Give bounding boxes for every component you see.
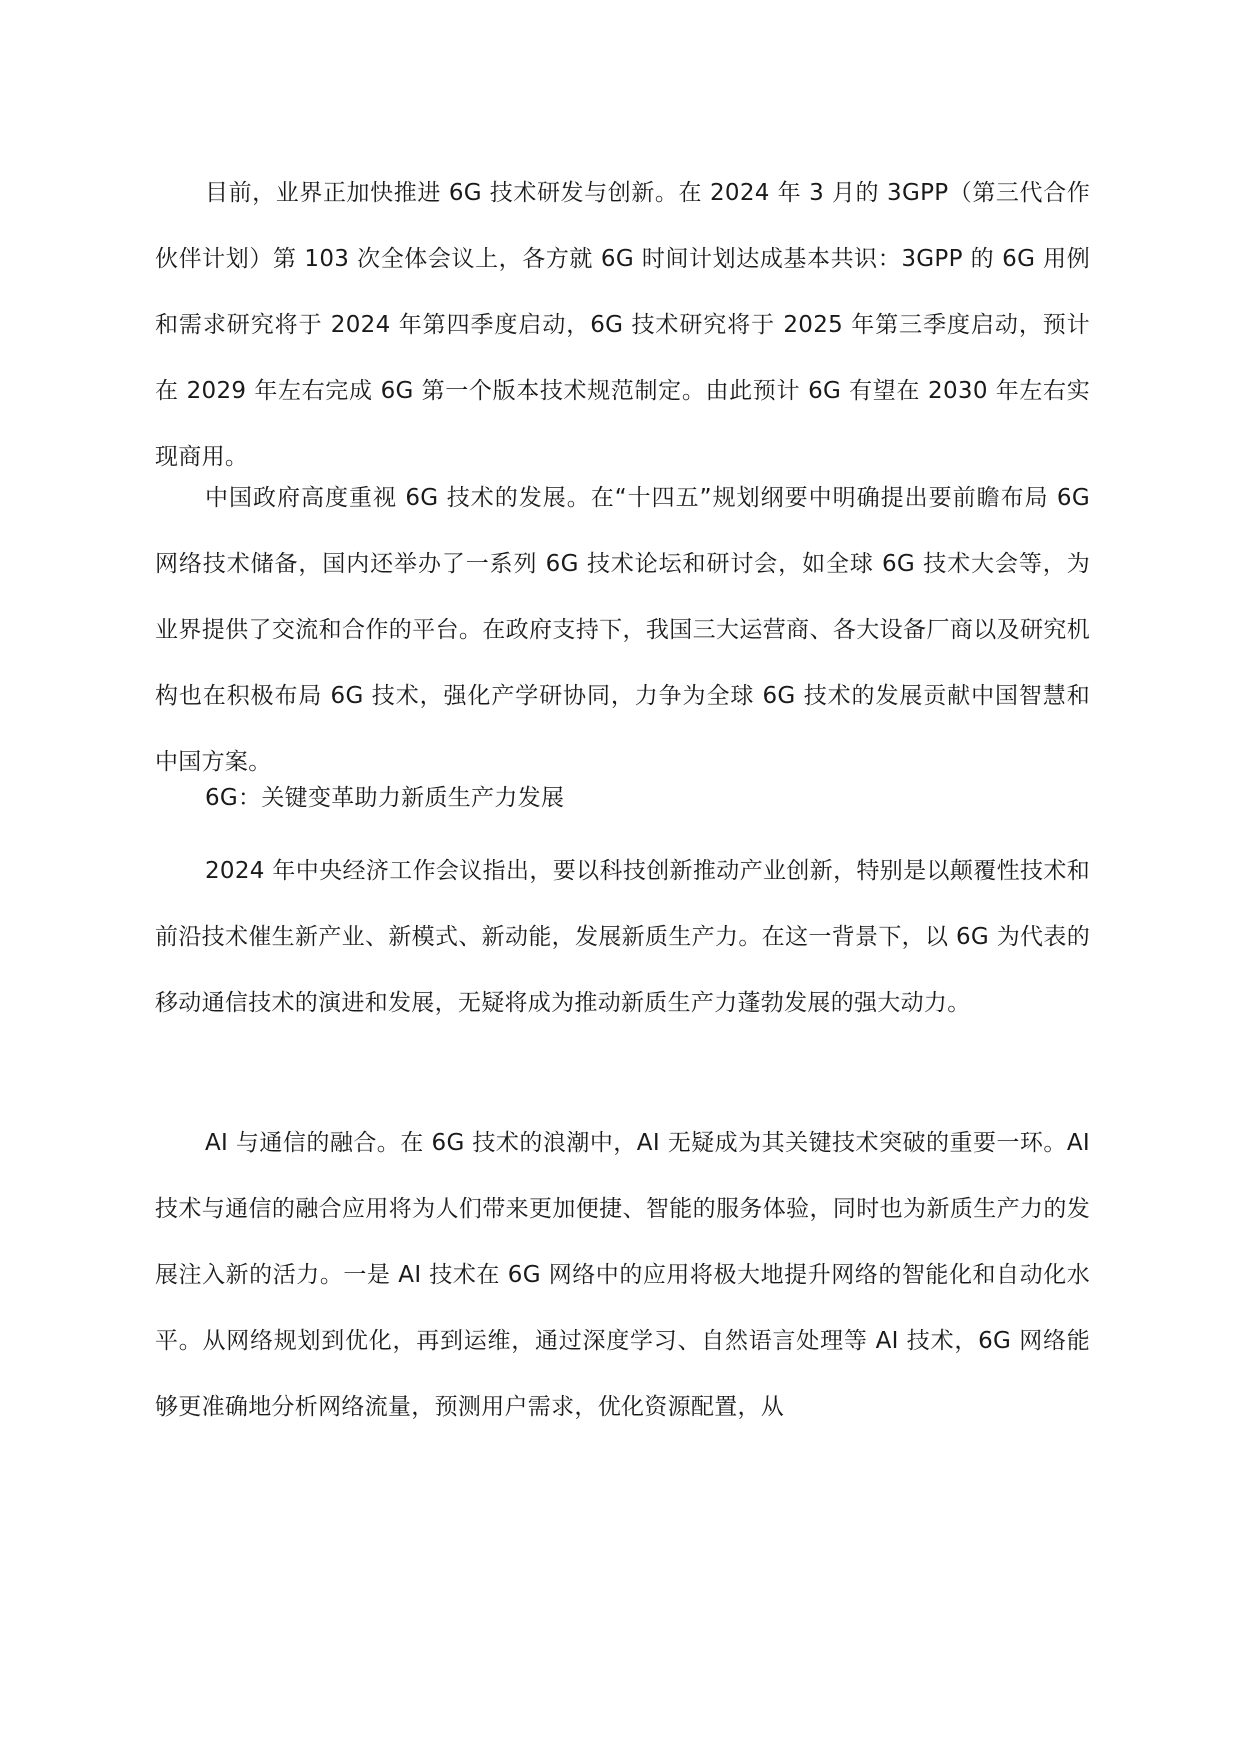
paragraph-china-government: 中国政府高度重视 6G 技术的发展。在“十四五”规划纲要中明确提出要前瞻布局 6G 网络技术储备，国内还举办了一系列 6G 技术论坛和研讨会，如全球 6G 技术大会等，为业界提供了交流和合作的平台。在政府支持下，我国三大运营商、各大设备厂商以及研究机构也在积极布局 6G 技术，强化产学研协同，力争为全球 6G 技术的发展贡献中国智慧和中国方案。 (155, 485, 1090, 775)
section-heading: 6G：关键变革助力新质生产力发展 (205, 785, 565, 811)
paragraph-ai-communication: AI 与通信的融合。在 6G 技术的浪潮中，AI 无疑成为其关键技术突破的重要一环。AI 技术与通信的融合应用将为人们带来更加便捷、智能的服务体验，同时也为新质生产力的发展注入新的活力。一是 AI 技术在 6G 网络中的应用将极大地提升网络的智能化和自动化水平。从网络规划到优化，再到运维，通过深度学习、自然语言处理等 AI 技术，6G 网络能够更准确地分析网络流量，预测用户需求，优化资源配置，从 (155, 1130, 1090, 1420)
paragraph-economic-conference: 2024 年中央经济工作会议指出，要以科技创新推动产业创新，特别是以颠覆性技术和前沿技术催生新产业、新模式、新动能，发展新质生产力。在这一背景下，以 6G 为代表的移动通信技术的演进和发展，无疑将成为推动新质生产力蓬勃发展的强大动力。 (155, 858, 1090, 1016)
paragraph-6g-timeline: 目前，业界正加快推进 6G 技术研发与创新。在 2024 年 3 月的 3GPP（第三代合作伙伴计划）第 103 次全体会议上，各方就 6G 时间计划达成基本共识：3GPP 的 6G 用例和需求研究将于 2024 年第四季度启动，6G 技术研究将于 2025 年第三季度启动，预计在 2029 年左右完成 6G 第一个版本技术规范制定。由此预计 6G 有望在 2030 年左右实现商用。 (155, 180, 1090, 470)
